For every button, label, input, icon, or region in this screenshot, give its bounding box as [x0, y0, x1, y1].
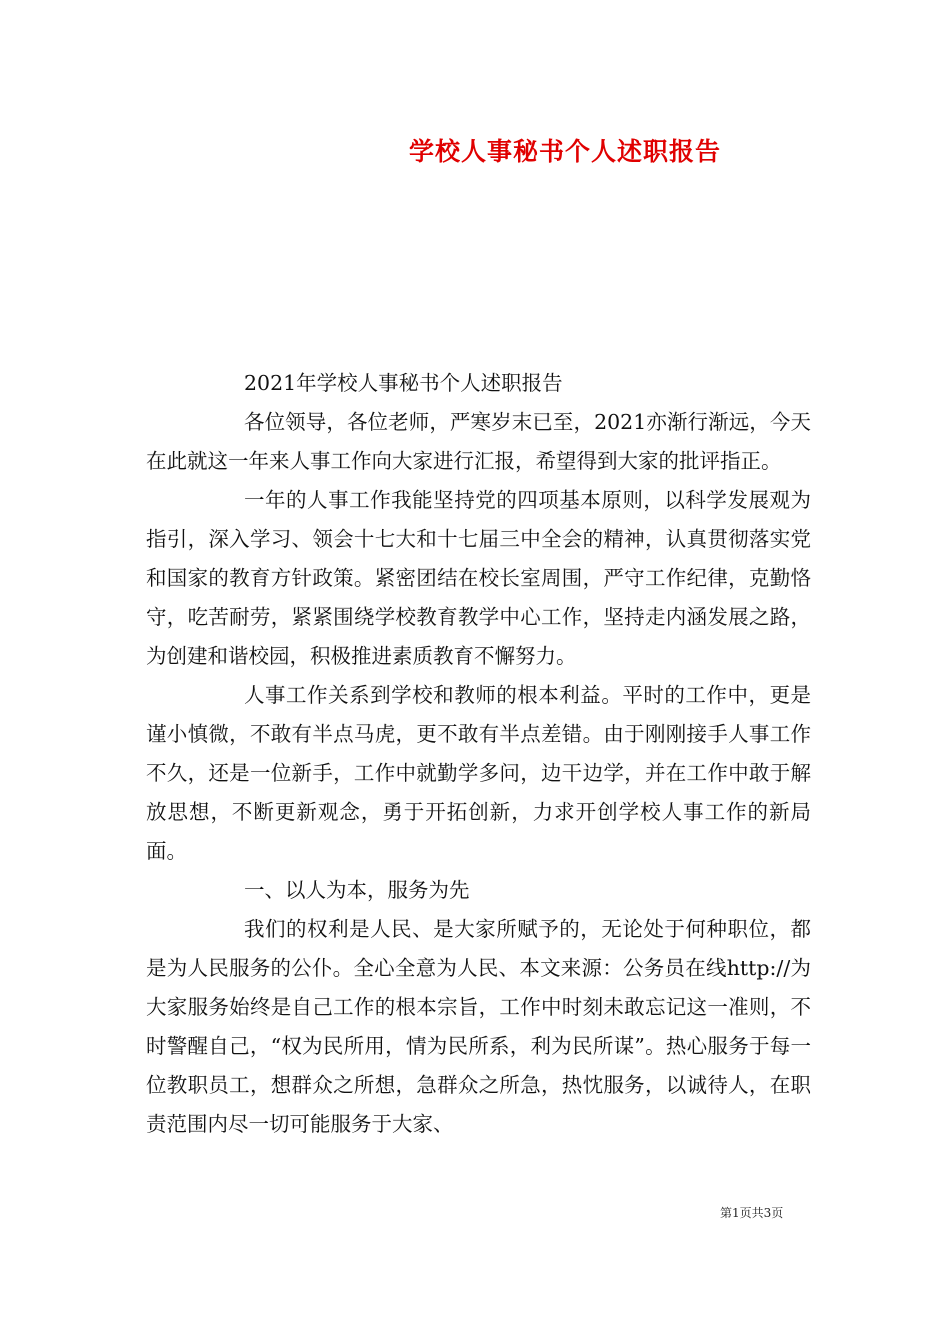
body-paragraph: 2021年学校人事秘书个人述职报告	[244, 371, 563, 395]
body-paragraph: 我们的权利是人民、是大家所赋予的，无论处于何种职位，都是为人民服务的公仆。全心全意为人民、本文来源：公务员在线http://为大家服务始终是自己工作的根本宗旨，工作中时刻未敢忘记这一准则，不时警醒自己，“权为民所用，情为民所系，利为民所谋”。热心服务于每一位教职员工，想群众之所想，急群众之所急，热忱服务，以诚待人，在职责范围内尽一切可能服务于大家、	[146, 917, 811, 1136]
section-heading: 一、以人为本，服务为先	[244, 878, 470, 902]
body-paragraph: 一年的人事工作我能坚持党的四项基本原则，以科学发展观为指引，深入学习、领会十七大和十七届三中全会的精神，认真贯彻落实党和国家的教育方针政策。紧密团结在校长室周围，严守工作纪律，克勤恪守，吃苦耐劳，紧紧围绕学校教育教学中心工作，坚持走内涵发展之路，为创建和谐校园，积极推进素质教育不懈努力。	[146, 488, 811, 668]
document-title: 学校人事秘书个人述职报告	[408, 137, 721, 166]
body-paragraph: 人事工作关系到学校和教师的根本利益。平时的工作中，更是谨小慎微，不敢有半点马虎，更不敢有半点差错。由于刚刚接手人事工作不久，还是一位新手，工作中就勤学多问，边干边学，并在工作中敢于解放思想，不断更新观念，勇于开拓创新，力求开创学校人事工作的新局面。	[146, 683, 811, 863]
page-number: 第1页共3页	[720, 1206, 784, 1220]
document-body	[146, 364, 811, 1144]
body-paragraph: 各位领导，各位老师，严寒岁末已至，2021亦渐行渐远，今天在此就这一年来人事工作向大家进行汇报，希望得到大家的批评指正。	[146, 410, 811, 473]
